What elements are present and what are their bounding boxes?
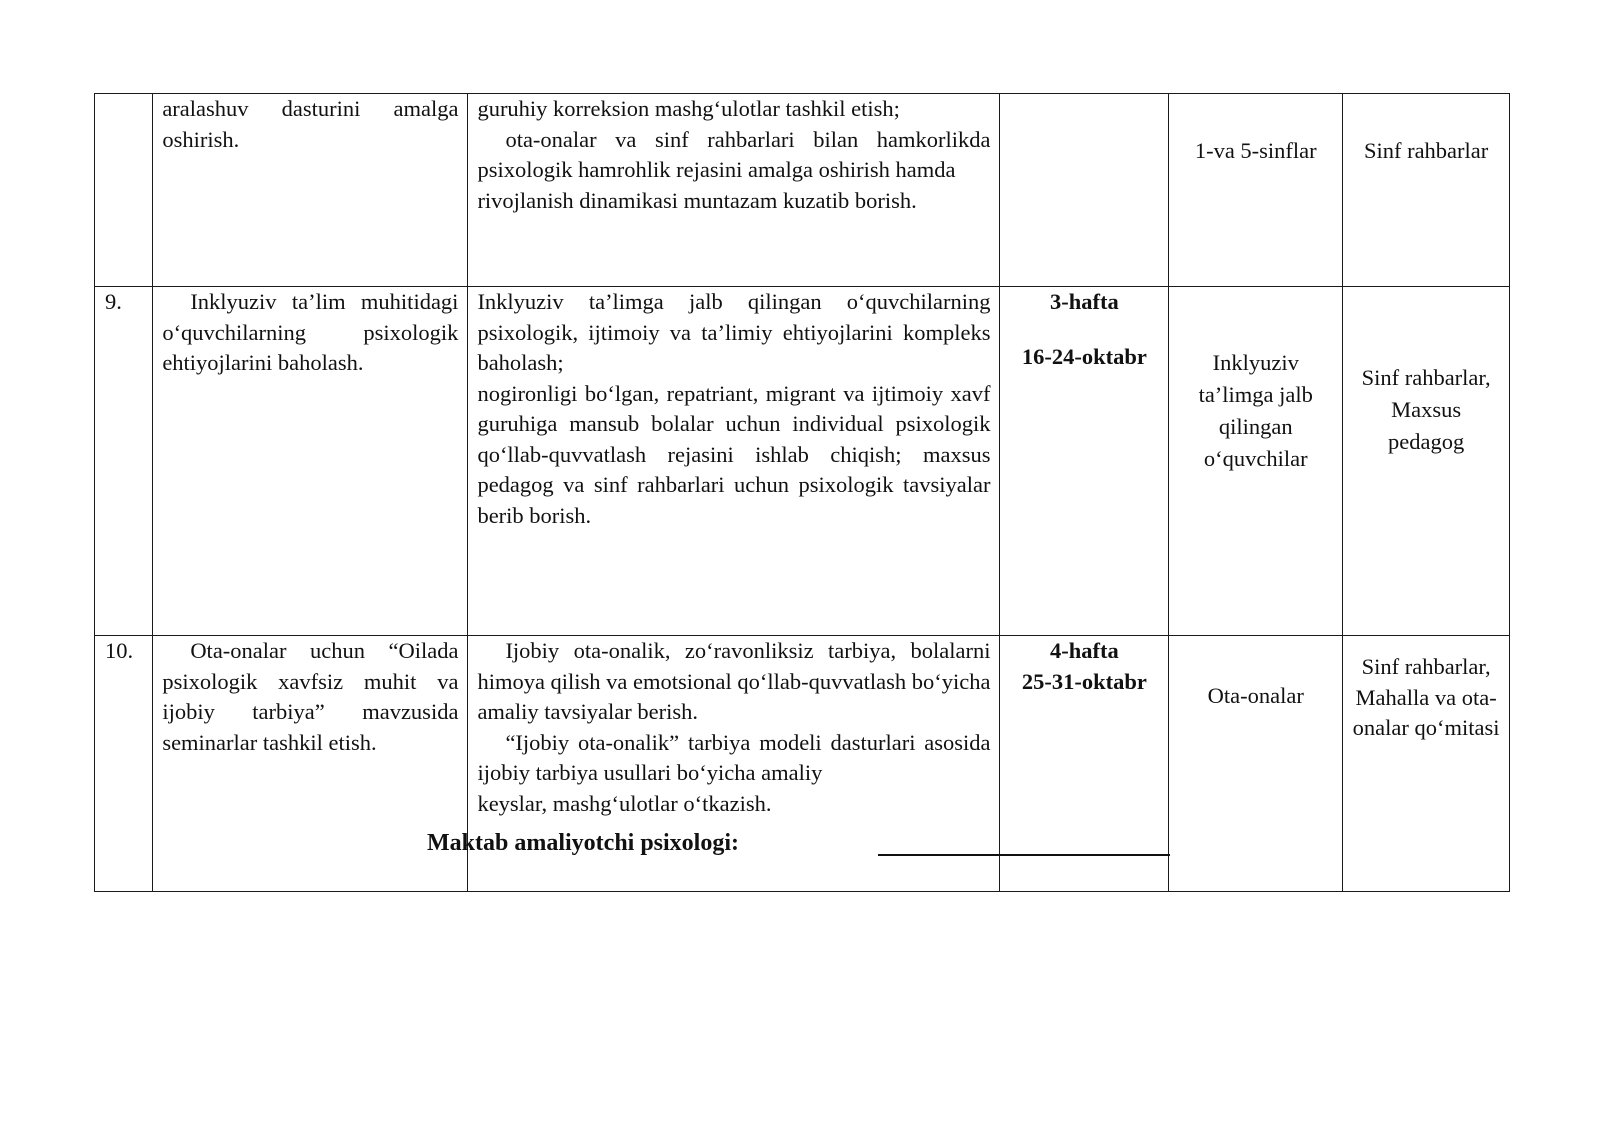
table-row [95, 94, 1510, 287]
activity-cell [153, 636, 468, 892]
content-paragraph: Ijobiy ota-onalik, zo‘ravonliksiz tarbiya, bolalarni himoya qilish va emotsional qo‘llab-quvvatlash bo‘yicha amaliy tavsiyalar berish. [477, 638, 991, 724]
row-number: 9. [105, 289, 122, 314]
responsible-cell [1343, 636, 1510, 892]
participants-cell [1169, 94, 1343, 287]
date-range: 25-31-oktabr [1021, 668, 1147, 694]
activity-cell [153, 287, 468, 636]
content-paragraph: nogironligi bo‘lgan, repatriant, migrant va ijtimoiy xavf guruhiga mansub bolalar uchun individual psixologik qo‘llab-quvvatlash rejasini ishlab chiqish; maxsus pedagog va sinf rahbarlari uchun psixologik tavsiyalar berib borish. [477, 380, 991, 528]
row-number: 10. [105, 638, 134, 663]
signature-line [878, 828, 1170, 856]
responsible-text: Sinf rahbarlar, Maxsus pedagog [1361, 365, 1491, 454]
content-paragraph: rivojlanish dinamikasi muntazam kuzatib borish. [477, 187, 917, 213]
activity-text: Inklyuziv ta’lim muhitidagi o‘quvchilarning psixologik ehtiyojlarini baholash. [162, 289, 459, 375]
row-number-cell [95, 636, 153, 892]
responsible-text: Sinf rahbarlar, Mahalla va ota-onalar qo‘mitasi [1352, 654, 1500, 740]
content-paragraph: ota-onalar va sinf rahbarlari bilan hamkorlikda psixologik hamrohlik rejasini amalga oshirish hamda [477, 126, 991, 182]
participants-text: Inklyuziv ta’limga jalb qilingan o‘quvchilar [1198, 350, 1313, 471]
row-number-cell [95, 287, 153, 636]
content-paragraph: Inklyuziv ta’limga jalb qilingan o‘quvchilarning psixologik, ijtimoiy va ta’limiy ehtiyojlarini kompleks baholash; [477, 289, 991, 375]
table-row [95, 287, 1510, 636]
content-paragraph: keyslar, mashg‘ulotlar o‘tkazish. [477, 790, 772, 816]
week-label: 4-hafta [1050, 638, 1119, 663]
row-number-cell [95, 94, 153, 287]
table-row [95, 636, 1510, 892]
content-cell [468, 287, 1000, 636]
content-paragraph: guruhiy korreksion mashg‘ulotlar tashkil etish; [477, 96, 900, 121]
signature-label: Maktab amaliyotchi psixologi: [427, 830, 740, 856]
date-cell [1000, 94, 1169, 287]
participants-cell [1169, 287, 1343, 636]
responsible-cell [1343, 94, 1510, 287]
participants-text: Ota-onalar [1207, 683, 1304, 708]
content-cell [468, 94, 1000, 287]
date-range: 16-24-oktabr [1021, 343, 1147, 369]
date-cell [1000, 287, 1169, 636]
activity-text: Ota-onalar uchun “Oilada psixologik xavfsiz muhit va ijobiy tarbiya” mavzusida seminarlar tashkil etish. [162, 638, 459, 755]
activity-cell [153, 94, 468, 287]
responsible-cell [1343, 287, 1510, 636]
participants-text: 1-va 5-sinflar [1194, 138, 1317, 163]
plan-table [94, 93, 1510, 892]
responsible-text: Sinf rahbarlar [1363, 138, 1489, 163]
content-paragraph: “Ijobiy ota-onalik” tarbiya modeli dasturlari asosida ijobiy tarbiya usullari bo‘yicha amaliy [477, 729, 991, 785]
participants-cell [1169, 636, 1343, 892]
week-label: 3-hafta [1050, 289, 1119, 314]
activity-text: aralashuv dasturini amalga oshirish. [162, 96, 459, 152]
